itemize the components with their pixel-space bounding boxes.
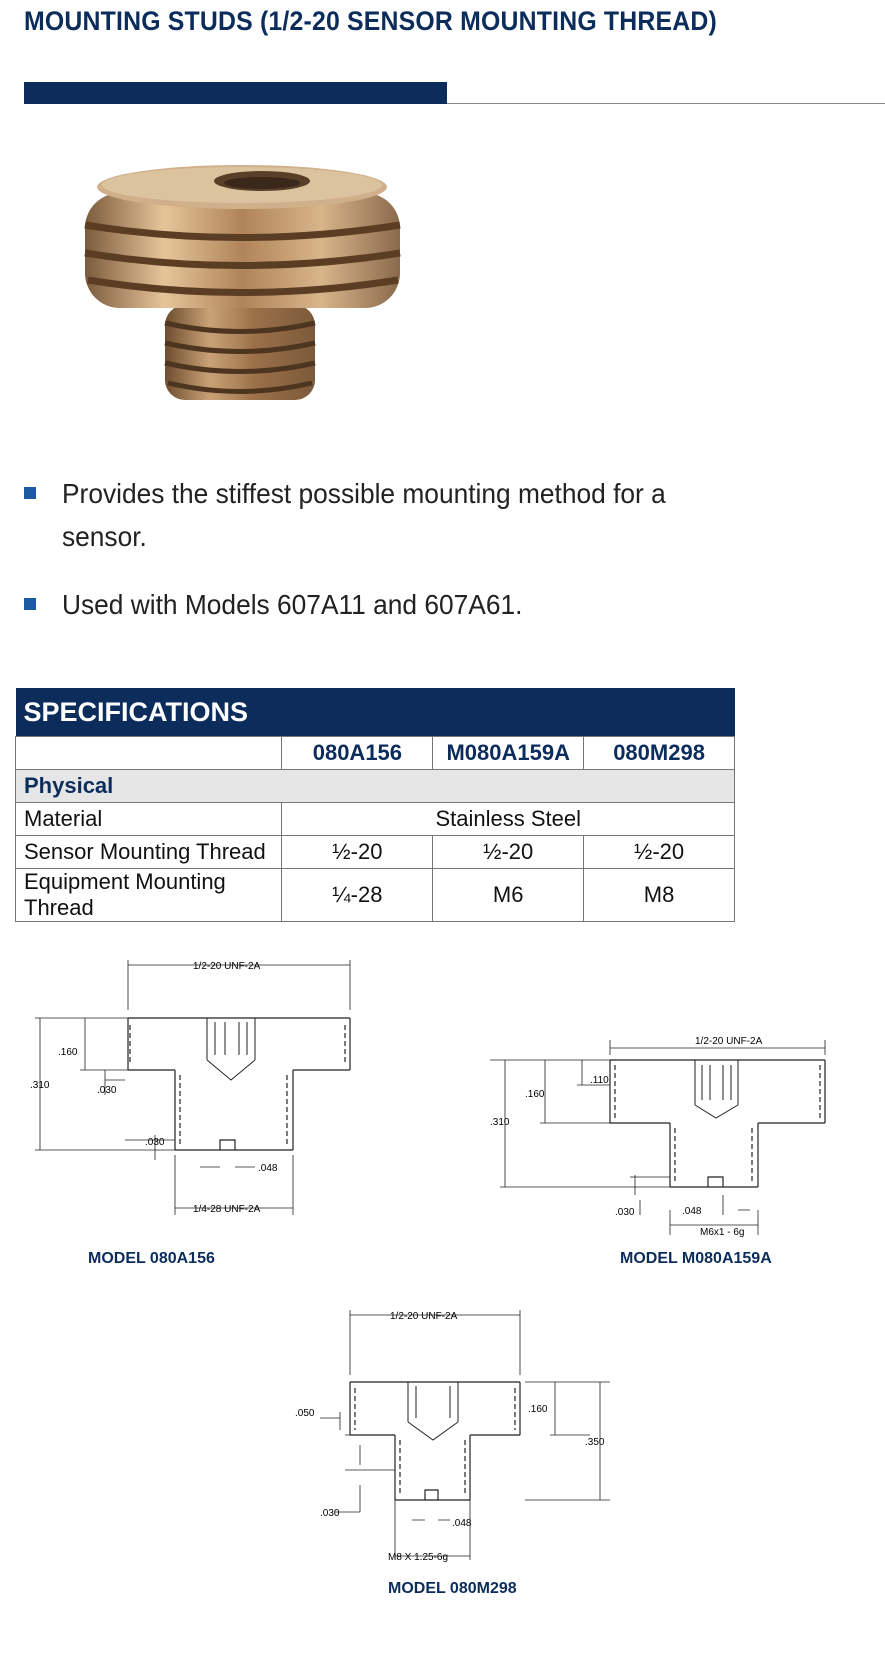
cell-value: Stainless Steel <box>282 803 735 836</box>
dim-030-lower: .030 <box>145 1137 165 1148</box>
dim-310: .310 <box>30 1080 50 1091</box>
bullet-item <box>24 583 724 628</box>
drawing-080M298 <box>290 1300 620 1580</box>
mounting-stud-photo <box>80 165 420 415</box>
cell-value: ½-20 <box>433 836 584 869</box>
cell-value: M8 <box>584 869 735 922</box>
dim-top: 1/2-20 UNF-2A <box>193 961 261 972</box>
blank-header-cell <box>16 737 282 770</box>
section-label: Physical <box>16 770 735 803</box>
dim-030-upper: .030 <box>97 1085 117 1096</box>
model-label: MODEL 080M298 <box>388 1580 517 1597</box>
cell-value: ¼-28 <box>282 869 433 922</box>
bullet-square-icon <box>24 598 36 610</box>
dim-bottom: 1/4-28 UNF-2A <box>193 1204 261 1215</box>
dim-160: .160 <box>58 1047 78 1058</box>
bullet-square-icon <box>24 487 36 499</box>
dim-048: .048 <box>258 1163 278 1174</box>
dim-160: .160 <box>528 1404 548 1415</box>
specifications-heading: SPECIFICATIONS <box>16 688 735 737</box>
page-title: MOUNTING STUDS (1/2-20 SENSOR MOUNTING THREAD) <box>24 6 717 36</box>
dim-030: .030 <box>320 1508 340 1519</box>
dim-048: .048 <box>682 1206 702 1217</box>
cell-value: ½-20 <box>282 836 433 869</box>
dim-bottom: M6x1 - 6g <box>700 1227 745 1238</box>
bullet-text: Provides the stiffest possible mounting method for a sensor. <box>62 478 666 552</box>
cell-value: ½-20 <box>584 836 735 869</box>
row-label: Material <box>16 803 282 836</box>
title-underline-rule <box>447 103 885 104</box>
dim-310: .310 <box>490 1117 510 1128</box>
specifications-table <box>15 688 735 922</box>
dim-048: .048 <box>452 1518 472 1529</box>
dim-110: .110 <box>590 1075 609 1086</box>
drawing-M080A159A <box>490 1030 835 1240</box>
cell-value: M6 <box>433 869 584 922</box>
dim-030: .030 <box>615 1207 635 1218</box>
row-label: Sensor Mounting Thread <box>16 836 282 869</box>
dim-top: 1/2-20 UNF-2A <box>390 1311 458 1322</box>
model-label: MODEL 080A156 <box>88 1250 215 1267</box>
bullet-item <box>24 472 724 562</box>
row-label: Equipment Mounting Thread <box>16 869 282 922</box>
title-underline-bar <box>24 82 447 104</box>
dim-160: .160 <box>525 1089 545 1100</box>
dim-top: 1/2-20 UNF-2A <box>695 1036 763 1047</box>
model-label: MODEL M080A159A <box>620 1250 772 1267</box>
column-header: M080A159A <box>433 737 584 770</box>
column-header: 080M298 <box>584 737 735 770</box>
dim-050: .050 <box>295 1408 315 1419</box>
bullet-text: Used with Models 607A11 and 607A61. <box>62 589 523 620</box>
drawing-080A156 <box>25 950 355 1230</box>
column-header: 080A156 <box>282 737 433 770</box>
dim-350: .350 <box>585 1437 605 1448</box>
dim-bottom: M8 X 1.25-6g <box>388 1552 449 1563</box>
